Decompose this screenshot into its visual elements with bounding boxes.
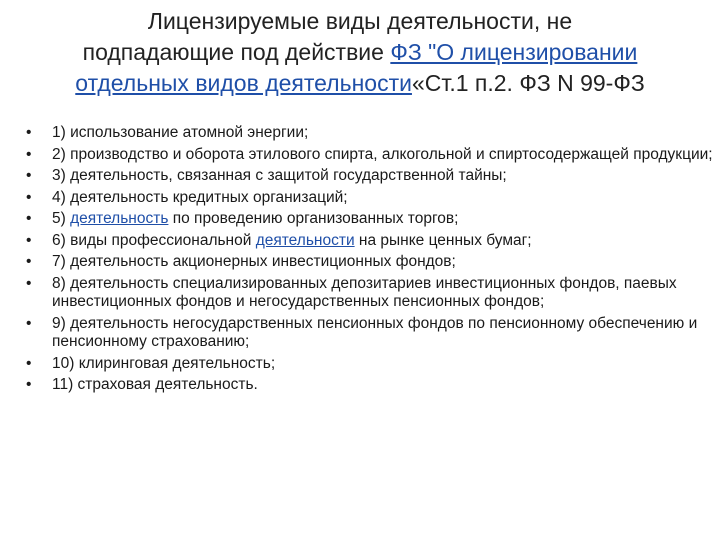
activity-link[interactable]: деятельность: [70, 210, 169, 227]
list-item-text-start: 9) деятельность негосударственных пенсионных фондов по пенсионному обеспечению и пенсионному страхованию;: [52, 314, 698, 350]
list-item: [24, 232, 714, 251]
law-link-part-1[interactable]: ФЗ "О лицензировании: [390, 39, 638, 65]
list-item: [24, 275, 714, 312]
bullet-icon: •: [26, 314, 32, 332]
list-item-text-end: по проведению организованных торгов;: [168, 210, 459, 227]
list-item: [24, 315, 714, 352]
list-item-text: [52, 189, 348, 206]
list-item: [24, 355, 714, 374]
list-item-text: [52, 210, 458, 227]
title-line-3: [20, 68, 700, 99]
list-item: [24, 189, 714, 208]
bullet-icon: •: [26, 210, 32, 227]
list-item-text: [52, 124, 308, 141]
list-item: [24, 124, 714, 143]
list-item: [24, 253, 714, 272]
list-item: [24, 210, 714, 229]
bullet-icon: •: [26, 231, 32, 249]
list-item-text-start: 11) страховая деятельность.: [52, 376, 258, 393]
bullet-icon: •: [26, 188, 32, 206]
list-item-text-start: 5): [52, 210, 71, 227]
list-item-text-start: 8) деятельность специализированных депозитариев инвестиционных фондов, паевых инвестиционных фондов и негосударственных пенсионных фондов;: [52, 274, 677, 310]
bullet-icon: •: [26, 253, 32, 270]
bullet-icon: •: [26, 124, 32, 141]
list-item-text: [52, 355, 275, 372]
list-item-text-end: на рынке ценных бумаг;: [354, 231, 532, 249]
list-item-text: [52, 275, 677, 311]
list-item-text: [52, 376, 258, 393]
list-item: [24, 146, 714, 165]
bullet-icon: •: [26, 274, 32, 292]
title-line-3-text: «Ст.1 п.2. ФЗ N 99-ФЗ: [411, 70, 645, 96]
bullet-icon: •: [26, 145, 32, 163]
list-item-text: [52, 232, 532, 249]
bullet-icon: •: [26, 376, 32, 393]
activity-link[interactable]: деятельности: [255, 231, 355, 249]
list-item-text-start: 10) клиринговая деятельность;: [52, 354, 276, 372]
law-link-part-2[interactable]: отдельных видов деятельности: [75, 70, 412, 96]
list-item-text-start: 2) производство и оборота этилового спирта, алкогольной и спиртосодержащей продукции;: [52, 145, 713, 163]
list-item-text: [52, 146, 713, 163]
list-item-text-start: 4) деятельность кредитных организаций;: [52, 188, 348, 206]
list-item-text-start: 1) использование атомной энергии;: [52, 124, 309, 141]
list-item-text-start: 7) деятельность акционерных инвестиционных фондов;: [52, 253, 456, 270]
list-item-text-start: 6) виды профессиональной: [52, 231, 256, 249]
activity-list: [24, 124, 714, 398]
slide-title: [20, 6, 700, 99]
list-item: [24, 376, 714, 395]
bullet-icon: •: [26, 167, 32, 184]
list-item-text: [52, 253, 456, 270]
title-line-2-text: подпадающие под действие: [82, 39, 391, 65]
bullet-icon: •: [26, 354, 32, 372]
list-item-text: [52, 167, 507, 184]
list-item: [24, 167, 714, 186]
list-item-text: [52, 315, 697, 351]
title-line-1: Лицензируемые виды деятельности, не: [147, 8, 573, 34]
title-line-2: [20, 37, 700, 68]
list-item-text-start: 3) деятельность, связанная с защитой государственной тайны;: [52, 167, 507, 184]
